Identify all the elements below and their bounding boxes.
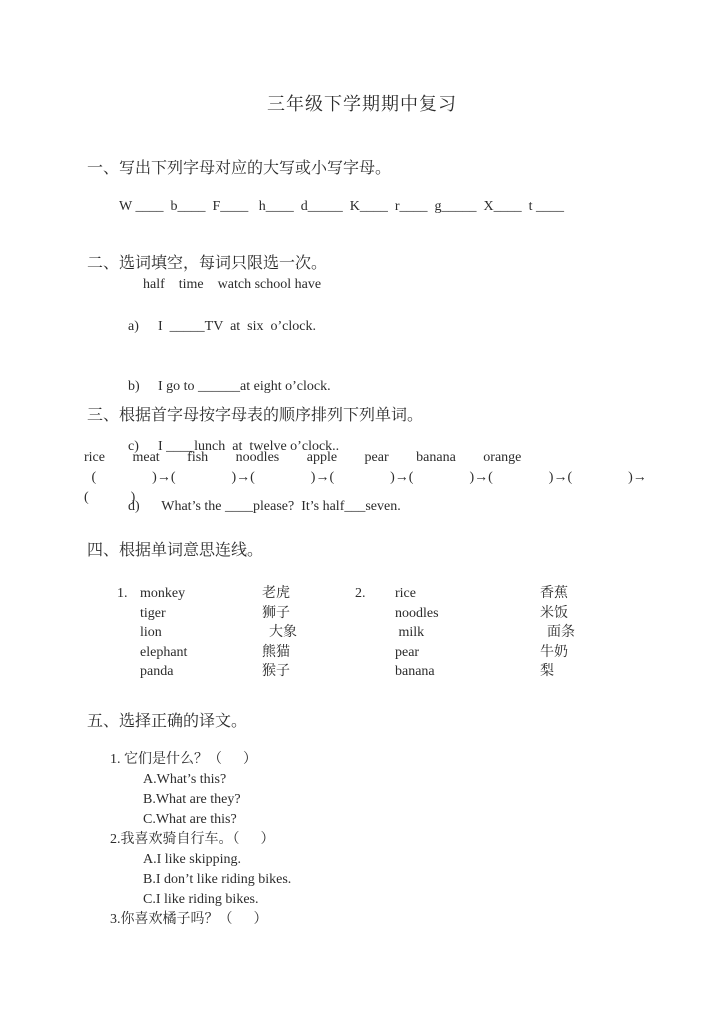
match-chinese-word: 熊猫 (262, 644, 290, 660)
option-line: B.What are they? (143, 792, 241, 807)
match-chinese-word: 狮子 (262, 605, 290, 621)
fill-item-text: I _____TV at six o’clock. (158, 319, 316, 334)
fill-item (107, 417, 401, 477)
doc-title: 三年级下学期期中复习 (267, 94, 457, 114)
match-chinese-word: 大象 (262, 625, 297, 641)
section-1-heading: 一、写出下列字母对应的大写或小写字母。 (87, 160, 392, 177)
fill-item (107, 297, 401, 357)
match-english-word: noodles (395, 605, 439, 621)
option-line: C.What are this? (143, 812, 237, 827)
match-english-word: rice (395, 586, 416, 601)
fill-item-text: What’s the ____please? It’s half___seven. (158, 499, 401, 514)
arrow-blanks-line-2: ( ) (84, 490, 136, 505)
match-english-word: milk (395, 625, 425, 641)
match-chinese-word: 面条 (540, 625, 575, 641)
match-chinese-word: 香蕉 (540, 586, 568, 601)
match-chinese-word: 梨 (540, 664, 554, 680)
match-cell-empty (355, 604, 395, 624)
question-line: 1. 它们是什么？（ ） (110, 752, 257, 767)
option-line: A.What’s this? (143, 772, 227, 787)
section-4-heading: 四、根据单词意思连线。 (87, 542, 264, 559)
word-bank: half time watch school have (143, 277, 322, 292)
fill-item-label: c) (128, 439, 139, 454)
match-english-word: panda (140, 664, 174, 680)
match-chinese-word: 猴子 (262, 664, 290, 680)
question-line: 2.我喜欢骑自行车。（ ） (110, 832, 275, 847)
option-line: C.I like riding bikes. (143, 892, 259, 907)
match-group-number: 2. (355, 586, 366, 601)
option-line: A.I like skipping. (143, 852, 241, 867)
match-cell-empty (355, 643, 395, 663)
match-english-word: banana (395, 664, 435, 680)
match-cell-empty (355, 662, 395, 682)
fill-item-label: a) (128, 319, 139, 334)
match-english-word: monkey (140, 586, 186, 601)
match-chinese-word: 老虎 (262, 586, 290, 601)
option-line: B.I don’t like riding bikes. (143, 872, 292, 887)
match-group-number: 1. (117, 586, 128, 601)
fill-item (107, 477, 401, 537)
match-cell-empty (117, 623, 140, 643)
fill-item-label: d) (128, 499, 140, 514)
match-english-word: elephant (140, 644, 188, 660)
fill-item-label: b) (128, 379, 140, 394)
fill-item-text: I ____lunch at twelve o’clock.. (158, 439, 340, 454)
match-cell-empty (117, 662, 140, 682)
word-sequence-line: rice meat fish noodles apple pear banana orange (84, 450, 522, 465)
question-line: 3.你喜欢橘子吗？（ ） (110, 912, 268, 927)
section-5-heading: 五、选择正确的译文。 (87, 713, 248, 730)
match-english-word: pear (395, 644, 420, 660)
arrow-blanks-line-1: ( )→( )→( )→( )→( )→( )→( )→ (88, 470, 647, 485)
section-2-heading: 二、选词填空，每词只限选一次。 (87, 255, 328, 272)
section-3-heading: 三、根据首字母按字母表的顺序排列下列单词。 (87, 407, 424, 424)
match-chinese-word: 米饭 (540, 605, 568, 621)
fill-item-text: I go to ______at eight o’clock. (158, 379, 331, 394)
letters-blank-line: W ____ b____ F____ h____ d_____ K____ r____ g_____ X____ t ____ (119, 199, 565, 214)
match-english-word: tiger (140, 605, 166, 621)
match-chinese-word: 牛奶 (540, 644, 568, 660)
translation-questions (110, 750, 291, 930)
match-table (117, 584, 650, 682)
match-english-word: lion (140, 625, 162, 641)
match-cell-empty (117, 643, 140, 663)
match-cell-empty (117, 604, 140, 624)
match-cell-empty (355, 623, 395, 643)
